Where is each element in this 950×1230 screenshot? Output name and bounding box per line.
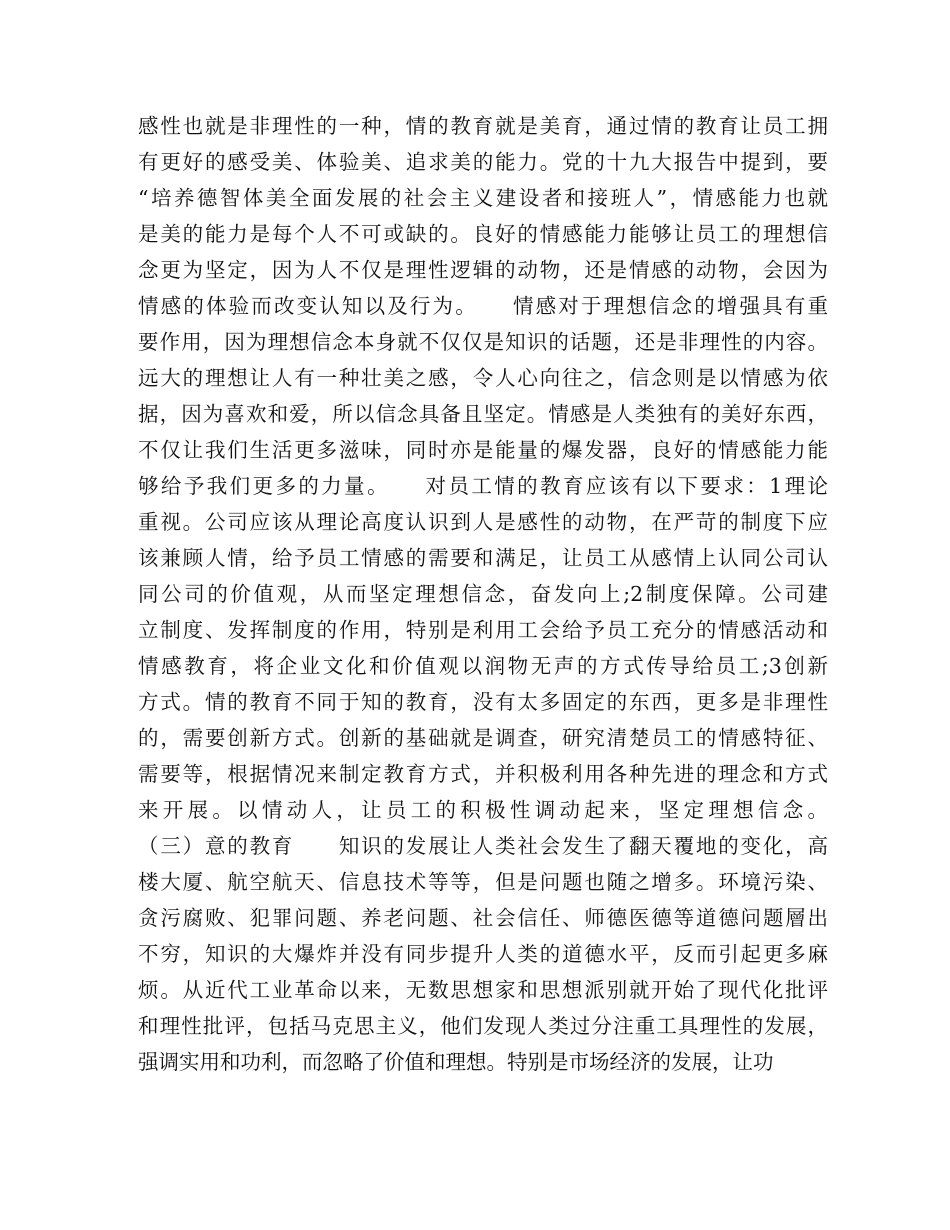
text-line: 来开展。以情动人，让员工的积极性调动起来，坚定理想信念。 (138, 798, 828, 822)
text-line: 的，需要创新方式。创新的基础就是调查，研究清楚员工的情感特征、 (138, 726, 828, 750)
text-line: （三）意的教育 知识的发展让人类社会发生了翻天覆地的变化，高 (138, 834, 828, 858)
text-line: 念更为坚定，因为人不仅是理性逻辑的动物，还是情感的动物，会因为 (138, 258, 828, 282)
text-line: 要作用，因为理想信念本身就不仅仅是知识的话题，还是非理性的内容。 (138, 330, 828, 354)
text-line: 有更好的感受美、体验美、追求美的能力。党的十九大报告中提到，要 (138, 150, 828, 174)
text-line: 楼大厦、航空航天、信息技术等等，但是问题也随之增多。环境污染、 (138, 870, 828, 894)
text-line: 烦。从近代工业革命以来，无数思想家和思想派别就开始了现代化批评 (138, 978, 828, 1002)
text-line: 情感的体验而改变认知以及行为。 情感对于理想信念的增强具有重 (138, 294, 828, 318)
text-line: 远大的理想让人有一种壮美之感，令人心向往之，信念则是以情感为依 (138, 366, 828, 390)
body-text (138, 108, 828, 1080)
text-line: 是美的能力是每个人不可或缺的。良好的情感能力能够让员工的理想信 (138, 222, 828, 246)
text-line: 据，因为喜欢和爱，所以信念具备且坚定。情感是人类独有的美好东西， (138, 402, 828, 426)
text-line: 同公司的价值观，从而坚定理想信念，奋发向上;2制度保障。公司建 (138, 582, 828, 606)
text-line: 情感教育，将企业文化和价值观以润物无声的方式传导给员工;3创新 (138, 654, 828, 678)
text-line: 和理性批评，包括马克思主义，他们发现人类过分注重工具理性的发展， (138, 1014, 828, 1038)
text-line: 强调实用和功利，而忽略了价值和理想。特别是市场经济的发展，让功 (138, 1050, 774, 1074)
text-line: 该兼顾人情，给予员工情感的需要和满足，让员工从感情上认同公司认 (138, 546, 828, 570)
text-line: 立制度、发挥制度的作用，特别是利用工会给予员工充分的情感活动和 (138, 618, 828, 642)
text-line: 不仅让我们生活更多滋味，同时亦是能量的爆发器，良好的情感能力能 (138, 438, 828, 462)
text-line: 需要等，根据情况来制定教育方式，并积极利用各种先进的理念和方式 (138, 762, 828, 786)
text-line: 够给予我们更多的力量。 对员工情的教育应该有以下要求：1理论 (138, 474, 828, 498)
text-line: “培养德智体美全面发展的社会主义建设者和接班人”，情感能力也就 (138, 186, 828, 210)
text-line: 贪污腐败、犯罪问题、养老问题、社会信任、师德医德等道德问题層出 (138, 906, 828, 930)
text-line: 重视。公司应该从理论高度认识到人是感性的动物，在严苛的制度下应 (138, 510, 828, 534)
text-line: 方式。情的教育不同于知的教育，没有太多固定的东西，更多是非理性 (138, 690, 828, 714)
text-line: 感性也就是非理性的一种，情的教育就是美育，通过情的教育让员工拥 (138, 114, 828, 138)
text-line: 不穷，知识的大爆炸并没有同步提升人类的道德水平，反而引起更多麻 (138, 942, 828, 966)
